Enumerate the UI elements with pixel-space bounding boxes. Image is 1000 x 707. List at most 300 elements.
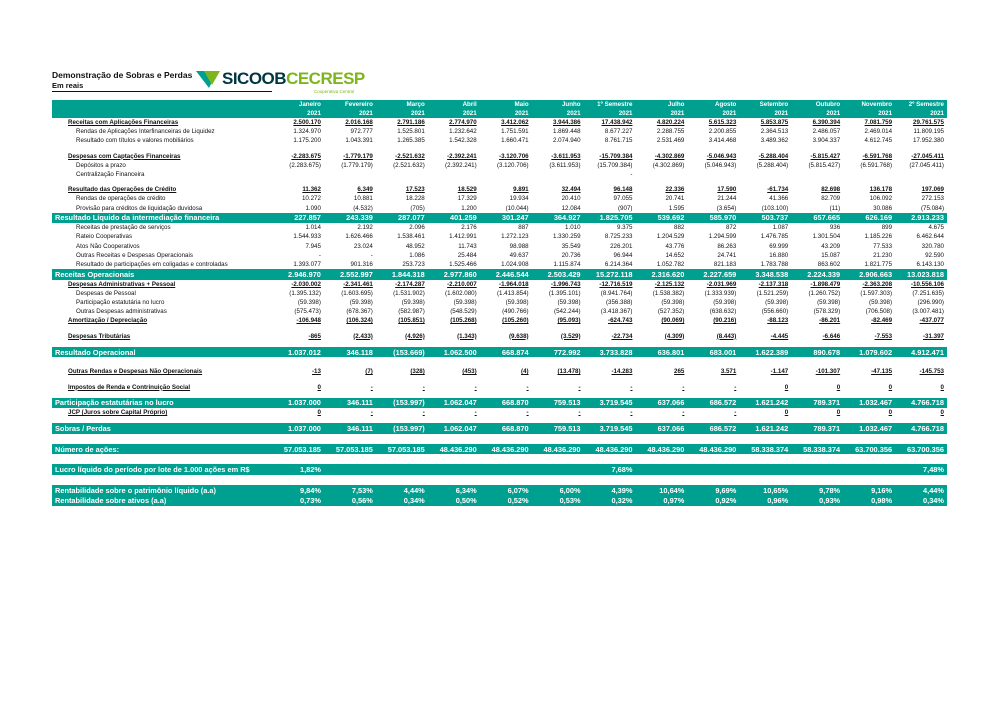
value-cell: 789.371	[791, 398, 843, 409]
table-row	[52, 357, 947, 367]
value-cell: 13.023.818	[895, 269, 947, 280]
value-cell	[428, 170, 480, 179]
value-cell: -	[526, 383, 529, 391]
value-cell: 301.247	[480, 213, 532, 224]
value-cell: -2.521.632	[395, 152, 425, 160]
logo-accent-text: CECRESP	[286, 69, 365, 88]
value-cell: -88.123	[767, 317, 789, 325]
value-cell: 265	[674, 368, 685, 376]
value-cell: 7.945	[305, 242, 321, 250]
row-label-text: Rendas de operações de crédito	[76, 195, 166, 203]
page-title: Demonstração de Sobras e Perdas	[52, 70, 193, 80]
value-cell: 3.412.062	[501, 119, 529, 127]
row-label-text: Provisão para créditos de liquidação duvidosa	[76, 204, 203, 212]
value-cell: 686.572	[687, 423, 739, 434]
value-cell: 2.486.057	[812, 128, 841, 136]
row-label	[52, 260, 272, 269]
value-cell: 226.201	[610, 242, 633, 250]
value-cell: (3.120.706)	[496, 161, 529, 169]
value-cell	[687, 464, 739, 475]
value-cell: 4,39%	[584, 485, 636, 496]
row-label	[52, 289, 272, 298]
value-cell: (59.398)	[505, 299, 529, 307]
value-cell: 48.436.290	[635, 444, 687, 455]
value-cell: 0	[836, 383, 841, 391]
header-blank	[52, 100, 272, 109]
value-cell: 1.204.529	[656, 233, 685, 241]
row-label	[52, 204, 272, 213]
column-header-year: 2021	[376, 109, 428, 118]
value-cell: (7)	[365, 368, 373, 376]
value-cell: (95.093)	[557, 317, 581, 325]
row-label	[52, 194, 272, 203]
value-cell: 0,34%	[895, 495, 947, 506]
value-cell: -61.734	[767, 186, 789, 194]
row-label-text: Rendas de Aplicações Interfinanceiras de Liquidez	[76, 128, 215, 136]
value-cell: 346.118	[324, 347, 376, 358]
value-cell: -2.125.132	[654, 280, 685, 288]
value-cell	[791, 170, 843, 179]
row-label	[52, 444, 272, 455]
value-cell: (1.602.080)	[445, 289, 477, 297]
value-cell: -6.646	[822, 332, 841, 340]
row-label-text: Receitas com Aplicações Financeiras	[68, 119, 179, 127]
value-cell: 63.700.356	[843, 444, 895, 455]
value-cell: 48.436.290	[687, 444, 739, 455]
value-cell: 0,92%	[687, 495, 739, 506]
value-cell: 759.513	[532, 398, 584, 409]
value-cell: (3.418.367)	[600, 308, 633, 316]
value-cell: (59.398)	[869, 299, 893, 307]
column-header-label: Abril	[428, 100, 480, 109]
value-cell: 1.115.874	[553, 261, 581, 269]
value-cell: 821.183	[713, 261, 737, 269]
value-cell: 1.232.642	[449, 128, 477, 136]
value-cell: 9,78%	[791, 485, 843, 496]
value-cell: 0,32%	[584, 495, 636, 506]
value-cell: 32.494	[561, 186, 581, 194]
value-cell: 6,00%	[532, 485, 584, 496]
value-cell: 9,84%	[272, 485, 324, 496]
value-cell: (90.069)	[661, 317, 685, 325]
value-cell: 2.774.970	[449, 119, 477, 127]
value-cell: (556.660)	[761, 308, 789, 316]
value-cell	[895, 170, 947, 179]
value-cell: -	[734, 409, 737, 417]
value-cell: (578.329)	[813, 308, 841, 316]
row-label-text: Outras Receitas e Despesas Operacionais	[76, 251, 193, 259]
value-cell: -27.045.411	[911, 152, 944, 160]
value-cell: 96.148	[613, 186, 633, 194]
value-cell: (1.413.854)	[496, 289, 529, 297]
value-cell: 41.366	[769, 195, 789, 203]
value-cell: 4,44%	[376, 485, 428, 496]
value-cell: 22.336	[665, 186, 685, 194]
value-cell: 863.602	[817, 261, 841, 269]
value-cell: 48.436.290	[428, 444, 480, 455]
value-cell: -31.397	[923, 332, 944, 340]
value-cell: -	[526, 409, 529, 417]
value-cell: 58.338.374	[739, 444, 791, 455]
value-cell: 890.678	[791, 347, 843, 358]
value-cell: 7,53%	[324, 485, 376, 496]
value-cell: (7.251.635)	[912, 289, 944, 297]
value-cell: (2.433)	[353, 332, 373, 340]
value-cell: (527.352)	[657, 308, 685, 316]
row-label-text: Outras Rendas e Despesas Não Operacionais	[68, 368, 203, 376]
value-cell	[428, 464, 480, 475]
value-cell: 25.484	[457, 251, 477, 259]
table-row	[52, 367, 947, 376]
value-cell: -14.283	[611, 368, 633, 376]
value-cell: 2.791.186	[397, 119, 425, 127]
value-cell: 6.390.394	[812, 119, 841, 127]
row-label	[52, 382, 272, 391]
value-cell: 972.777	[350, 128, 373, 136]
value-cell: 24.741	[717, 251, 737, 259]
value-cell: 77.533	[873, 242, 893, 250]
value-cell: 364.927	[532, 213, 584, 224]
value-cell: -	[474, 383, 477, 391]
row-label-text: Lucro líquido do período por lote de 1.000 ações em R$	[55, 465, 250, 475]
value-cell: (5.288.404)	[756, 161, 789, 169]
row-label-text: Despesas com Captações Financeiras	[68, 152, 181, 160]
column-header-year: 2021	[895, 109, 947, 118]
value-cell: (106.324)	[346, 317, 373, 325]
value-cell	[532, 170, 584, 179]
value-cell: 10.272	[301, 195, 321, 203]
value-cell: 1.825.705	[584, 213, 636, 224]
table-row	[52, 194, 947, 203]
column-header-label: Setembro	[739, 100, 791, 109]
value-cell: (706.508)	[865, 308, 893, 316]
value-cell: 1.024.908	[501, 261, 529, 269]
value-cell: 585.970	[687, 213, 739, 224]
row-label	[52, 118, 272, 127]
value-cell: 0,34%	[376, 495, 428, 506]
value-cell: 668.870	[480, 423, 532, 434]
value-cell: (8.443)	[716, 332, 737, 340]
value-cell: 3.571	[720, 368, 737, 376]
value-cell: 7,48%	[895, 464, 947, 475]
value-cell	[843, 170, 895, 179]
value-cell: 11.743	[458, 242, 477, 250]
value-cell: 253.723	[402, 261, 425, 269]
value-cell: 243.339	[324, 213, 376, 224]
value-cell: 1.052.782	[656, 261, 685, 269]
value-cell: 1.595	[668, 204, 685, 212]
value-cell: 789.371	[791, 423, 843, 434]
value-cell: 97.055	[613, 195, 633, 203]
value-cell: 35.549	[561, 242, 581, 250]
table-row	[52, 161, 947, 170]
value-cell: -10.556.106	[910, 280, 944, 288]
value-cell: -47.135	[871, 368, 893, 376]
row-label-text: Resultado Líquido da intermediação financeira	[55, 213, 220, 223]
value-cell: 1.525.466	[449, 261, 477, 269]
value-cell: 2.503.429	[532, 269, 584, 280]
value-cell	[480, 464, 532, 475]
value-cell: (1.395.101)	[548, 289, 581, 297]
row-label	[52, 408, 272, 417]
column-header-label: 2º Semestre	[895, 100, 947, 109]
value-cell: 14.652	[665, 251, 685, 259]
row-label	[52, 316, 272, 325]
value-cell: 30.086	[873, 204, 893, 212]
sicoob-logo-icon	[196, 68, 222, 90]
value-cell: 11.362	[302, 186, 321, 194]
column-header-year: 2021	[687, 109, 739, 118]
value-cell: (4.926)	[405, 332, 425, 340]
table-row	[52, 127, 947, 136]
value-cell: 1.079.602	[843, 347, 895, 358]
value-cell: 2.977.860	[428, 269, 480, 280]
value-cell: 92.590	[925, 251, 944, 259]
value-cell: 6.462.644	[916, 233, 944, 241]
value-cell: 1.062.047	[428, 423, 480, 434]
column-header-label: Março	[376, 100, 428, 109]
column-header-year: 2021	[324, 109, 376, 118]
value-cell: 1.301.504	[812, 233, 841, 241]
value-cell: 3.489.362	[760, 137, 789, 145]
value-cell	[791, 464, 843, 475]
value-cell	[843, 464, 895, 475]
spacer-cell	[52, 454, 947, 464]
value-cell: 23.024	[353, 242, 373, 250]
value-cell: 1.751.591	[501, 128, 529, 136]
row-label-text: Número de ações:	[55, 444, 120, 454]
value-cell: 637.066	[635, 398, 687, 409]
value-cell: 1.010	[565, 224, 581, 232]
value-cell: 657.665	[791, 213, 843, 224]
value-cell: 636.801	[635, 347, 687, 358]
value-cell	[739, 170, 791, 179]
value-cell: 136.178	[869, 186, 893, 194]
value-cell: -7.553	[874, 332, 893, 340]
value-cell	[376, 170, 428, 179]
value-cell: 1.032.467	[843, 398, 895, 409]
value-cell: 6,07%	[480, 485, 532, 496]
row-label	[52, 242, 272, 251]
value-cell: 683.001	[687, 347, 739, 358]
row-label-text: Rentabilidade sobre ativos (a.a)	[55, 496, 167, 506]
value-cell: 0,98%	[843, 495, 895, 506]
value-cell: 1.544.933	[293, 233, 321, 241]
value-cell: 668.870	[480, 398, 532, 409]
table-row	[52, 185, 947, 194]
table-row	[52, 316, 947, 325]
value-cell: 2.500.170	[293, 119, 321, 127]
value-cell: 0,96%	[739, 495, 791, 506]
table-row	[52, 398, 947, 409]
value-cell: 637.066	[635, 423, 687, 434]
value-cell: -	[578, 409, 581, 417]
value-cell: (1.779.179)	[341, 161, 373, 169]
value-cell: (1.343)	[457, 332, 477, 340]
value-cell: 882	[674, 224, 685, 232]
value-cell: -1.779.179	[343, 152, 373, 160]
value-cell	[480, 170, 532, 179]
value-cell: (2.392.241)	[445, 161, 477, 169]
value-cell: 4.912.471	[895, 347, 947, 358]
value-cell: 19.934	[509, 195, 529, 203]
value-cell: 539.692	[635, 213, 687, 224]
value-cell: (1.538.382)	[652, 289, 685, 297]
value-cell: 9,69%	[687, 485, 739, 496]
value-cell: 2.531.469	[656, 137, 685, 145]
value-cell: -2.283.675	[291, 152, 321, 160]
value-cell: 2.469.014	[864, 128, 893, 136]
column-header-year: 2021	[635, 109, 687, 118]
table-header-label	[52, 100, 947, 109]
value-cell: 1.090	[305, 204, 321, 212]
value-cell: 16.880	[769, 251, 789, 259]
value-cell: 0,50%	[428, 495, 480, 506]
value-cell: 887	[518, 224, 529, 232]
value-cell: 17.523	[405, 186, 425, 194]
value-cell: (59.398)	[713, 299, 737, 307]
table-row	[52, 223, 947, 232]
value-cell: 1.032.467	[843, 423, 895, 434]
value-cell: 0	[317, 383, 321, 391]
value-cell: (1.260.752)	[808, 289, 841, 297]
value-cell: -2.174.287	[395, 280, 425, 288]
table-row	[52, 280, 947, 289]
table-row	[52, 152, 947, 161]
value-cell: (15.709.384)	[597, 161, 633, 169]
value-cell: -2.137.318	[758, 280, 789, 288]
value-cell: -	[734, 383, 737, 391]
value-cell: 12.084	[561, 204, 581, 212]
value-cell: 2.946.970	[272, 269, 324, 280]
table-row	[52, 495, 947, 506]
value-cell: -3.611.953	[551, 152, 581, 160]
column-header-label: Junho	[532, 100, 584, 109]
row-label	[52, 298, 272, 307]
value-cell: -2.030.002	[291, 280, 321, 288]
table-row	[52, 242, 947, 251]
row-label	[52, 307, 272, 316]
row-label-text: Amortização / Depreciação	[68, 317, 148, 325]
value-cell: 759.513	[532, 423, 584, 434]
value-cell: 872	[725, 224, 737, 232]
row-label	[52, 347, 272, 358]
row-label	[52, 464, 272, 475]
table-row	[52, 213, 947, 224]
value-cell: (548.529)	[450, 308, 477, 316]
value-cell: 1.476.785	[760, 233, 789, 241]
value-cell: 21.230	[873, 251, 893, 259]
value-cell: -1.898.479	[810, 280, 841, 288]
table-row	[52, 464, 947, 475]
value-cell: 2.364.513	[760, 128, 789, 136]
logo-wordmark	[222, 69, 365, 89]
value-cell: 2.224.339	[791, 269, 843, 280]
value-cell: 0	[784, 409, 789, 417]
value-cell: 346.111	[324, 423, 376, 434]
table-row	[52, 251, 947, 260]
table-row	[52, 347, 947, 358]
value-cell: (453)	[462, 368, 477, 376]
value-cell: 48.436.290	[584, 444, 636, 455]
row-label-text: Despesas Tributárias	[68, 332, 131, 340]
value-cell: 5.853.875	[760, 119, 789, 127]
spacer-cell	[52, 357, 947, 367]
value-cell: -2.392.241	[447, 152, 477, 160]
value-cell: 1.626.466	[345, 233, 373, 241]
row-label	[52, 398, 272, 409]
value-cell: (328)	[410, 368, 425, 376]
value-cell: -1.996.743	[550, 280, 581, 288]
row-label	[52, 423, 272, 434]
column-header-label: Outubro	[791, 100, 843, 109]
table-row	[52, 289, 947, 298]
row-label	[52, 213, 272, 224]
value-cell: 98.988	[509, 242, 529, 250]
value-cell: 48.436.290	[480, 444, 532, 455]
value-cell: -2.363.208	[862, 280, 893, 288]
row-label	[52, 161, 272, 170]
row-label-text: Outras Despesas administrativas	[76, 308, 167, 316]
row-label-text: Centralização Financeira	[76, 171, 145, 179]
row-label	[52, 495, 272, 506]
value-cell: 20.410	[561, 195, 581, 203]
table-row	[52, 423, 947, 434]
column-header-year: 2021	[428, 109, 480, 118]
value-cell: 0,73%	[272, 495, 324, 506]
value-cell: (542.244)	[554, 308, 581, 316]
column-header-label: 1º Semestre	[584, 100, 636, 109]
spacer-cell	[52, 475, 947, 485]
value-cell: 4.675	[928, 224, 944, 232]
table-row	[52, 136, 947, 145]
value-cell: 5.615.323	[708, 119, 737, 127]
value-cell: 15.087	[821, 251, 841, 259]
value-cell: (105.260)	[502, 317, 529, 325]
value-cell: 4.766.718	[895, 398, 947, 409]
value-cell: (59.398)	[817, 299, 841, 307]
table-row	[52, 307, 947, 316]
row-label	[52, 332, 272, 341]
row-label	[52, 223, 272, 232]
value-cell: 8.677.227	[604, 128, 633, 136]
value-cell: 1.525.801	[397, 128, 425, 136]
value-cell: 48.436.290	[532, 444, 584, 455]
row-label-text: Resultado das Operações de Crédito	[68, 186, 177, 194]
value-cell: 10,65%	[739, 485, 791, 496]
value-cell: -	[682, 409, 685, 417]
value-cell: (59.398)	[557, 299, 581, 307]
table-row	[52, 298, 947, 307]
row-label-text: Despesas Administrativas + Pessoal	[68, 280, 176, 288]
value-cell: 6.214.364	[604, 261, 633, 269]
sicoob-logo	[196, 66, 386, 98]
value-cell: 0	[888, 383, 893, 391]
value-cell	[376, 464, 428, 475]
value-cell: 1.037.000	[272, 423, 324, 434]
value-cell: (2.521.632)	[393, 161, 425, 169]
value-cell: -5.815.427	[810, 152, 841, 160]
value-cell: 1.043.391	[345, 137, 373, 145]
value-cell	[687, 170, 739, 179]
value-cell: -6.591.768	[862, 152, 893, 160]
value-cell: (59.398)	[765, 299, 789, 307]
value-cell: 2.016.168	[345, 119, 373, 127]
value-cell: -5.046.943	[706, 152, 737, 160]
value-cell: 1.062.047	[428, 398, 480, 409]
value-cell: (5.046.943)	[704, 161, 737, 169]
table-row	[52, 332, 947, 341]
